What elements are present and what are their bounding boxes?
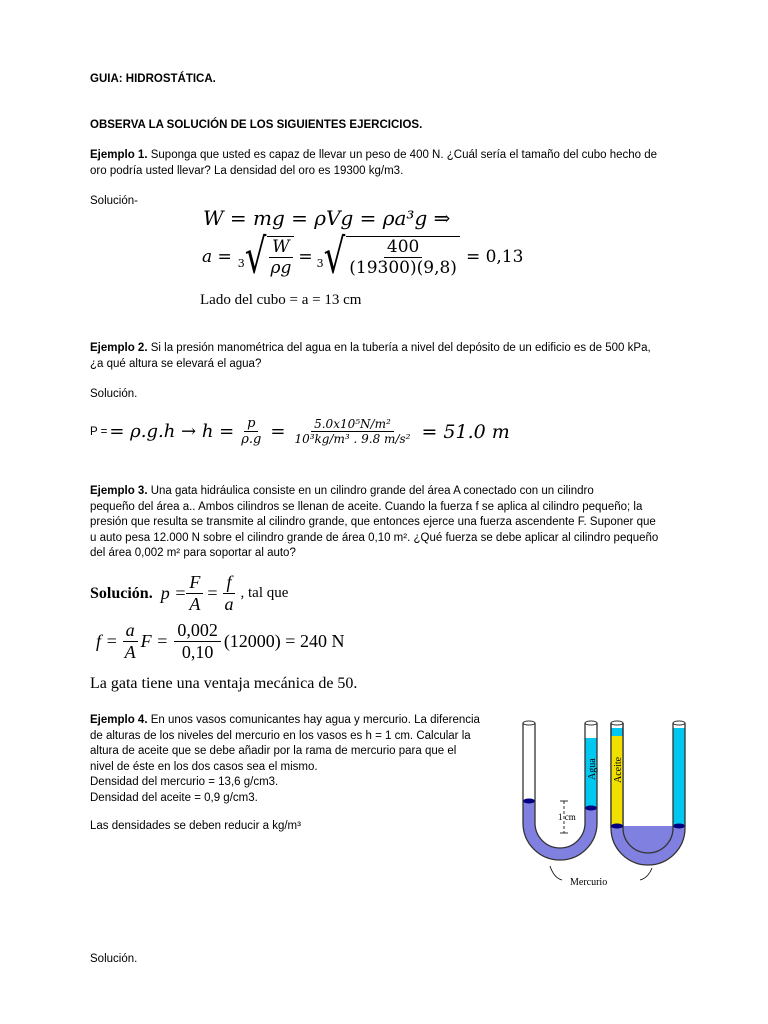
mercury-label: Mercurio xyxy=(570,877,608,888)
example-3-equation-2 xyxy=(96,620,344,663)
fraction-w-rho-g xyxy=(267,236,294,278)
example-3-advantage: La gata tiene una ventaja mecánica de 50. xyxy=(90,675,358,692)
result-240n: (12000) = 240 N xyxy=(223,631,345,651)
guide-title: GUIA: HIDROSTÁTICA. xyxy=(90,73,216,85)
pressure-expression: = ρ.g.h → h = xyxy=(109,421,235,442)
example-1-line-2: oro podría usted llevar? La densidad del oro es 19300 kg/m3. xyxy=(90,164,404,177)
example-3-solution-label: Solución. xyxy=(90,584,153,602)
example-3-equation-1 xyxy=(90,572,288,615)
numerator-force: F xyxy=(186,572,203,594)
example-1-equation-1: W = mg = ρVg = ρa³g ⇒ xyxy=(203,206,451,230)
example-2-solution-label: Solución. xyxy=(90,388,138,400)
example-3-line-3: presión que resulta se transmite al cilindro grande, que entonces ejerce una fuerza ascendente F. Suponer que xyxy=(90,516,656,528)
fraction-a-over-a xyxy=(122,620,139,663)
example-1-solution-label: Solución- xyxy=(90,195,138,207)
fraction-small-f-a xyxy=(222,572,237,615)
example-2-label: Ejemplo 2. xyxy=(90,342,148,354)
example-1-line-1: Suponga que usted es capaz de llevar un peso de 400 N. ¿Cuál sería el tamaño del cubo hecho de xyxy=(147,149,658,161)
denominator-area: A xyxy=(189,594,201,614)
p-label: P = xyxy=(90,425,108,438)
a-equals: a = xyxy=(202,247,232,267)
numerator-value: 5.0x10⁵N/m² xyxy=(311,417,394,432)
example-3-label: Ejemplo 3. xyxy=(90,485,148,497)
fraction-0002-010 xyxy=(174,620,221,663)
numerator-0002: 0,002 xyxy=(174,620,221,642)
denominator-rho-g: ρg xyxy=(270,258,292,278)
one-cm-label: 1 cm xyxy=(558,812,576,822)
p-equals: p = xyxy=(160,583,187,603)
equals-sign: = xyxy=(298,247,313,267)
result-013: = 0,13 xyxy=(465,247,524,267)
mercury-arrow-left xyxy=(550,866,562,880)
communicating-vessels-figure xyxy=(520,708,700,893)
equals-sign-3: = xyxy=(207,583,218,603)
example-3-text xyxy=(90,484,710,562)
example-4-line-4: nivel de éste en los dos casos sea el mismo. xyxy=(90,760,318,773)
denominator-small-a: a xyxy=(224,594,234,614)
observe-heading: OBSERVA LA SOLUCIÓN DE LOS SIGUIENTES EJERCICIOS. xyxy=(90,119,423,131)
height-measure xyxy=(558,801,576,833)
denominator-value: 10³kg/m³ . 9.8 m/s² xyxy=(294,432,411,446)
fraction-f-a xyxy=(186,572,203,615)
mercury-arrow-right xyxy=(640,868,652,880)
equals-sign-2: = xyxy=(270,421,286,442)
example-1-text xyxy=(90,148,710,179)
example-4-line-2: de alturas de los niveles del mercurio en los vasos es h = 1 cm. Calcular la xyxy=(90,729,471,742)
example-4-line-1: En unos vasos comunicantes hay agua y mercurio. La diferencia xyxy=(147,714,480,726)
oil-label: Aceite xyxy=(613,756,624,783)
example-2-text xyxy=(90,341,710,372)
example-4-label: Ejemplo 4. xyxy=(90,714,148,726)
example-4-line-6: Densidad del aceite = 0,9 g/cm3. xyxy=(90,791,258,804)
example-2-line-1: Si la presión manométrica del agua en la tubería a nivel del depósito de un edificio es de 500 kPa, xyxy=(147,342,651,354)
tal-que: , tal que xyxy=(240,585,289,601)
example-4-units-note: Las densidades se deben reducir a kg/m³ xyxy=(90,820,301,832)
numerator-small-f: f xyxy=(223,572,234,594)
denominator-a-big: A xyxy=(124,642,136,662)
example-3-line-2: pequeño del área a.. Ambos cilindros se llenan de aceite. Cuando la fuerza f se aplica al cilindro pequeño; la xyxy=(90,500,643,513)
denominator-rho-g-2: ρ.g xyxy=(241,432,262,447)
big-f-equals: F = xyxy=(140,631,169,651)
numerator-a: a xyxy=(123,620,138,642)
example-1-equation-2: a = 3 √ $\frac{W}{\rho g}$ = 3 √ $\frac{400}{(19300)(9,8)}$ = 0,13 xyxy=(202,229,524,285)
example-1-side-result: Lado del cubo = a = 13 cm xyxy=(200,292,362,308)
denominator-values: (19300)(9,8) xyxy=(349,258,457,278)
example-4-line-3: altura de aceite que se debe añadir por la rama de mercurio para que el xyxy=(90,745,457,757)
numerator-400: 400 xyxy=(384,237,422,258)
example-4-solution-label: Solución. xyxy=(90,953,138,965)
mercury-left xyxy=(523,801,597,860)
water-label: Agua xyxy=(587,758,598,780)
numerator-p: p xyxy=(244,416,258,432)
example-3-line-4: u auto pesa 12.000 N sobre el cilindro grande de área 0,10 m². ¿Qué fuerza se debe aplicar al cilindro pequeño xyxy=(90,531,659,544)
example-2-line-2: ¿a qué altura se elevará el agua? xyxy=(90,357,262,370)
fraction-values xyxy=(291,417,413,446)
f-equals: f = xyxy=(96,631,118,651)
example-4-line-5: Densidad del mercurio = 13,6 g/cm3. xyxy=(90,776,279,788)
example-4-text xyxy=(90,713,520,806)
fraction-p-rho-g xyxy=(238,416,264,447)
water-right-2 xyxy=(673,728,685,826)
denominator-010: 0,10 xyxy=(181,642,214,662)
example-1-label: Ejemplo 1. xyxy=(90,149,148,161)
left-u-tube xyxy=(523,721,598,860)
fraction-400 xyxy=(346,236,460,278)
result-51: = 51.0 m xyxy=(421,420,510,443)
example-2-equation xyxy=(90,416,510,447)
example-3-line-1: Una gata hidráulica consiste en un cilindro grande del área A conectado con un cilindro xyxy=(147,485,594,497)
numerator-w: W xyxy=(269,237,292,258)
example-3-line-5: del área 0,002 m² para soportar al auto? xyxy=(90,547,296,559)
